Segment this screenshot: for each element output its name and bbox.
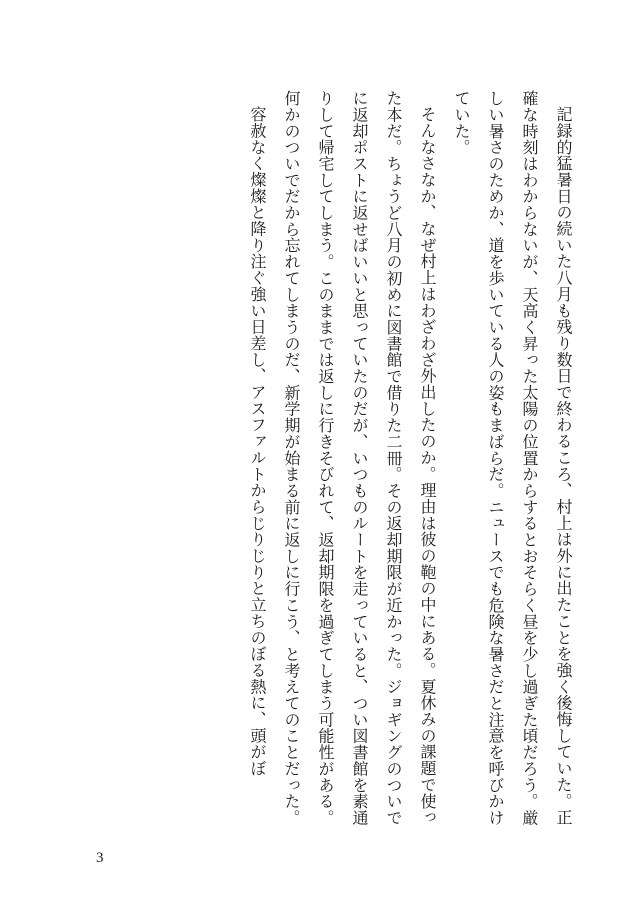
page-number: 3 (96, 850, 104, 866)
paragraph-3: 容赦なく燦燦と降り注ぐ強い日差し、アスファルトからじりじりと立ちのぼる熱に、頭がぼ (248, 106, 267, 777)
paragraph-2: そんなさなか、なぜ村上はわざわざ外出したのか。理由は彼の鞄の中にある。夏休みの課題で使った本だ。ちょうど八月の初めに図書館で借りた二冊。その返却期限が近かった。ジョギングのついでに返却ポストに返せばいいと思っていたのだが、いつものルートを走っていると、つい図書館を素通りして帰宅してしまう。このままでは返しに行きそびれて、返却期限を過ぎてしまう可能性がある。何かのついでだから忘れてしまうのだ、新学期が始まる前に返しに行こう、と考えてのことだった。 (282, 90, 437, 826)
vertical-body-text (240, 90, 580, 830)
paragraph-1: 記録的猛暑日の続いた八月も残り数日で終わるころ、村上は外に出たことを強く後悔していた。正確な時刻はわからないが、天高く昇った太陽の位置からするとおそらく昼を少し過ぎた頃だろう。厳しい暑さのためか、道を歩いている人の姿もまばらだ。ニュースでも危険な暑さだと注意を呼びかけていた。 (452, 90, 573, 826)
